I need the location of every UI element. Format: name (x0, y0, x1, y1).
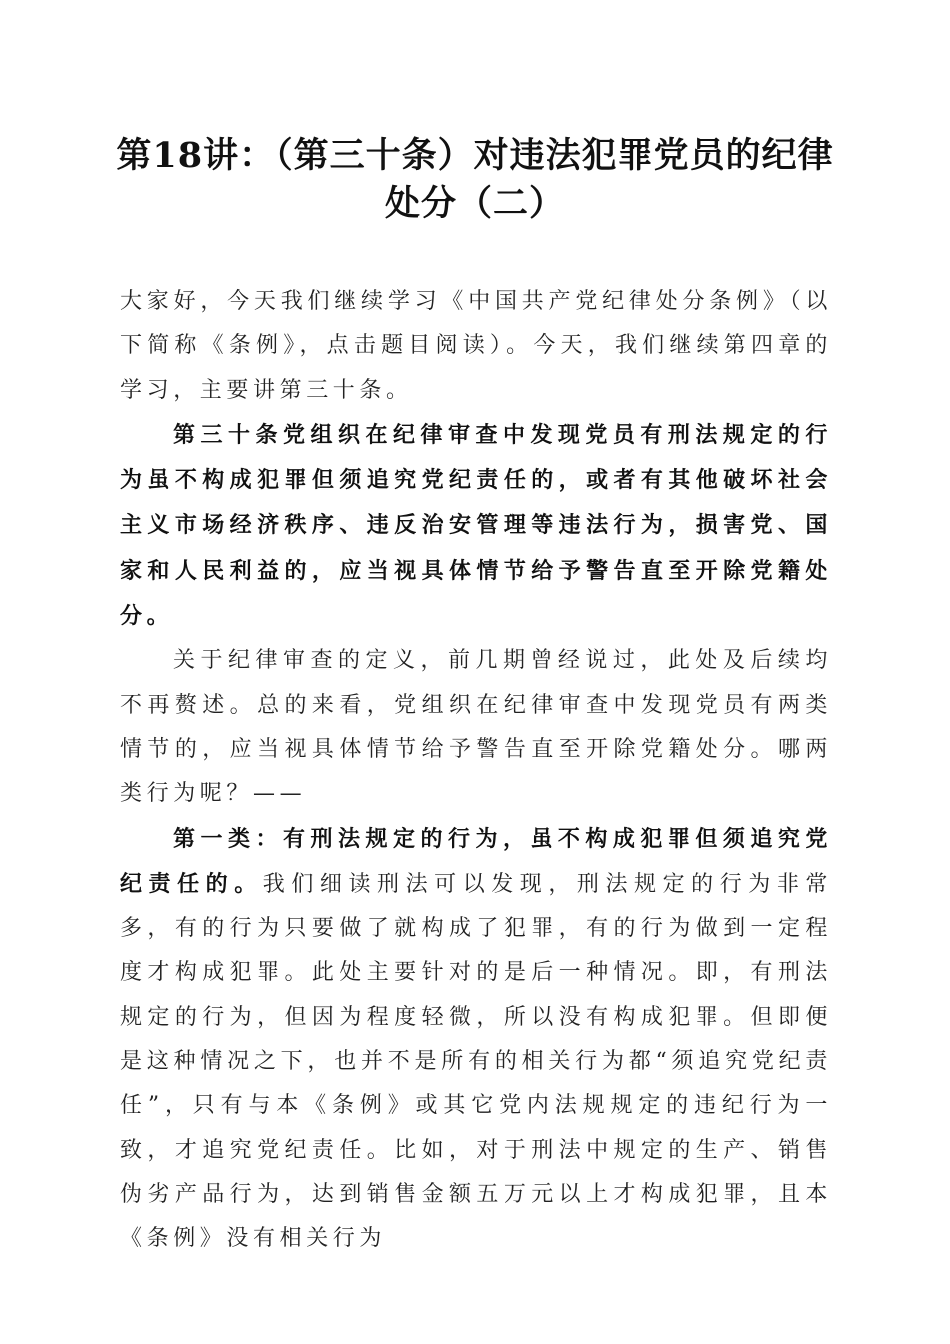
paragraph-intro (120, 280, 832, 413)
first-category-heading: 第一类：有刑法规定的行为，虽不构成犯罪但须追究党纪责任的。 (120, 825, 832, 897)
paragraph-overview (120, 639, 832, 816)
article-30-quote: 第三十条党组织在纪律审查中发现党员有刑法规定的行为虽不构成犯罪但须追究党纪责任的，或者有其他破坏社会主义市场经济秩序、违反治安管理等违法行为，损害党、国家和人民利益的，应当视具体情节给予警告直至开除党籍处分。 (120, 421, 832, 630)
first-category-text: 我们细读刑法可以发现，刑法规定的行为非常多，有的行为只要做了就构成了犯罪，有的行为做到一定程度才构成犯罪。此处主要针对的是后一种情况。即，有刑法规定的行为，但因为程度轻微，所以没有构成犯罪。但即便是这种情况之下，也并不是所有的相关行为都“须追究党纪责任”，只有与本《条例》或其它党内法规规定的违纪行为一致，才追究党纪责任。比如，对于刑法中规定的生产、销售伪劣产品行为，达到销售金额五万元以上才构成犯罪，且本《条例》没有相关行为 (120, 871, 832, 1252)
paragraph-overview-text: 关于纪律审查的定义，前几期曾经说过，此处及后续均不再赘述。总的来看，党组织在纪律审查中发现党员有两类情节的，应当视具体情节给予警告直至开除党籍处分。哪两类行为呢？—— (120, 648, 832, 807)
document-body (120, 280, 832, 1262)
document-title: 第18讲：（第三十条）对违法犯罪党员的纪律处分（二） (116, 135, 834, 224)
paragraph-intro-text: 大家好，今天我们继续学习《中国共产党纪律处分条例》（以下简称《条例》，点击题目阅读）。今天，我们继续第四章的学习，主要讲第三十条。 (120, 289, 832, 403)
paragraph-first-category (120, 817, 832, 1262)
paragraph-article-30 (120, 413, 832, 639)
